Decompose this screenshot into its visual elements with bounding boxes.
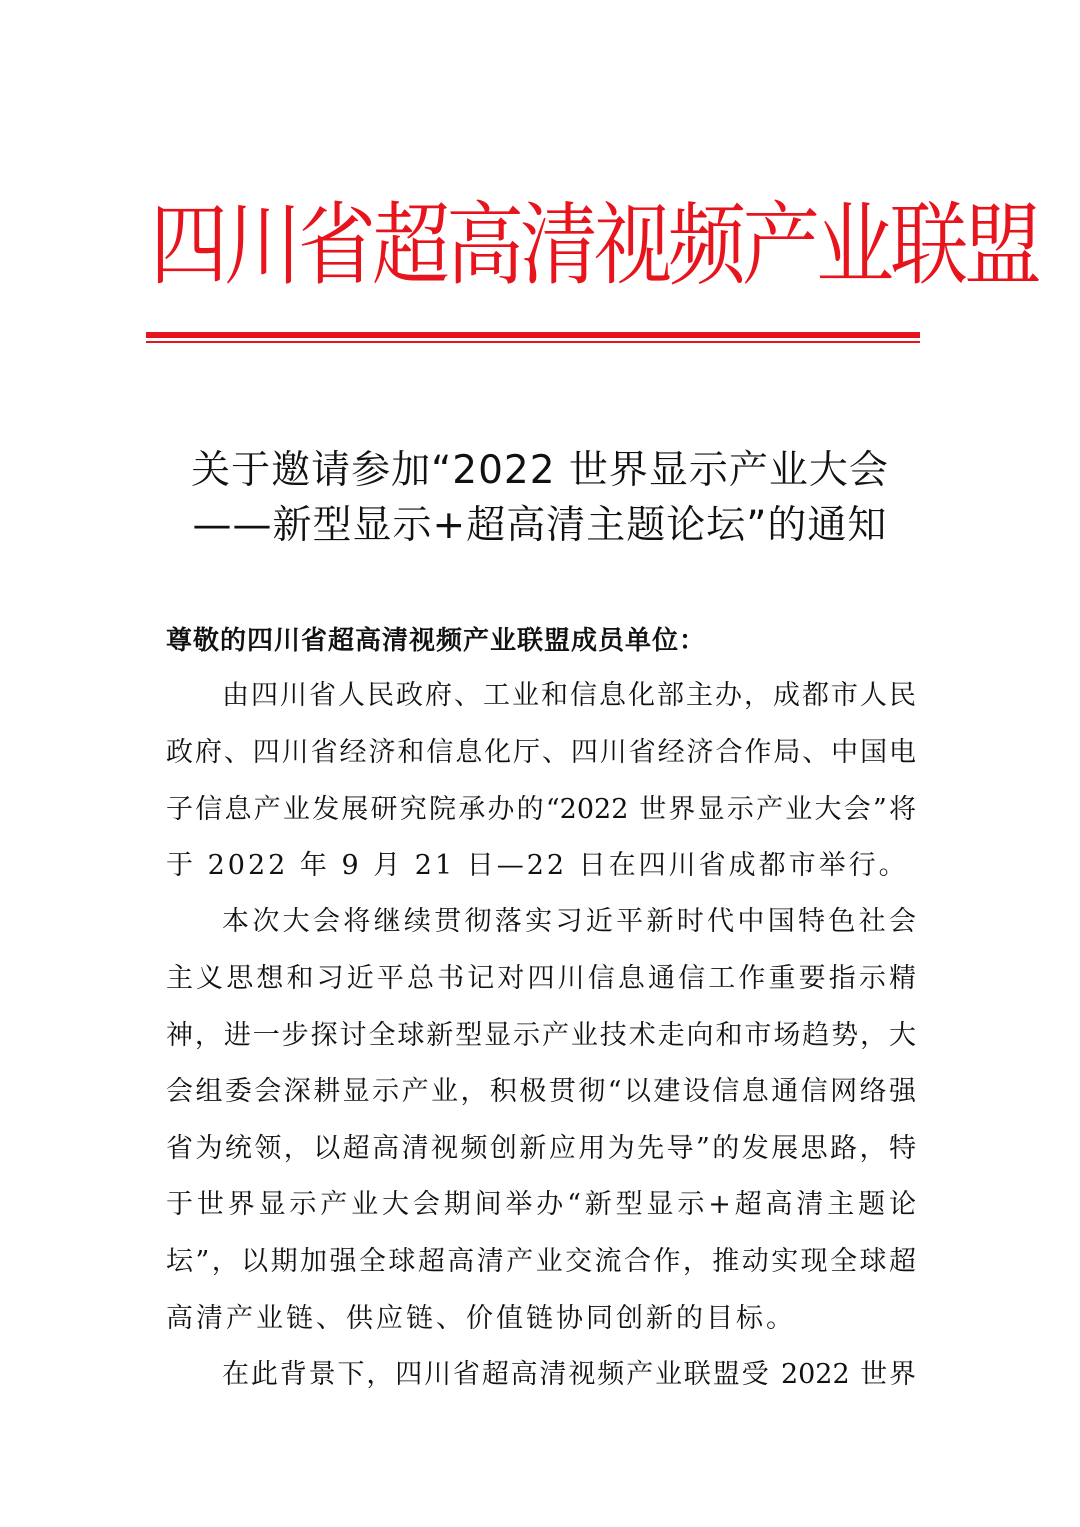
header-rule-thick [146,332,920,338]
organization-header: 四川省超高清视频产业联盟 [150,194,1039,298]
body-line: 于世界显示产业大会期间举办“新型显示+超高清主题论 [166,1189,916,1220]
body-line: 主义思想和习近平总书记对四川信息通信工作重要指示精 [166,963,916,994]
body-line: 政府、四川省经济和信息化厅、四川省经济合作局、中国电 [166,737,916,768]
body-line: 于 2022 年 9 月 21 日—22 日在四川省成都市举行。 [166,850,909,881]
body-line: 神，进一步探讨全球新型显示产业技术走向和市场趋势，大 [166,1020,916,1051]
body-line: 在此背景下，四川省超高清视频产业联盟受 2022 世界 [222,1359,916,1390]
body-line: 坛”，以期加强全球超高清产业交流合作，推动实现全球超 [166,1246,916,1277]
body-line: 会组委会深耕显示产业，积极贯彻“以建设信息通信网络强 [166,1076,916,1107]
body-line: 本次大会将继续贯彻落实习近平新时代中国特色社会 [222,906,916,937]
body-line: 省为统领，以超高清视频创新应用为先导”的发展思路，特 [166,1133,916,1164]
body-line: 由四川省人民政府、工业和信息化部主办，成都市人民 [222,680,916,711]
body-line: 高清产业链、供应链、价值链协同创新的目标。 [166,1303,796,1334]
salutation: 尊敬的四川省超高清视频产业联盟成员单位： [166,626,707,656]
header-rule-thin [146,341,920,343]
document-title-line-1: 关于邀请参加“2022 世界显示产业大会 [191,448,889,493]
document-title-line-2: ——新型显示+超高清主题论坛”的通知 [192,503,888,548]
body-line: 子信息产业发展研究院承办的“2022 世界显示产业大会”将 [166,794,916,825]
